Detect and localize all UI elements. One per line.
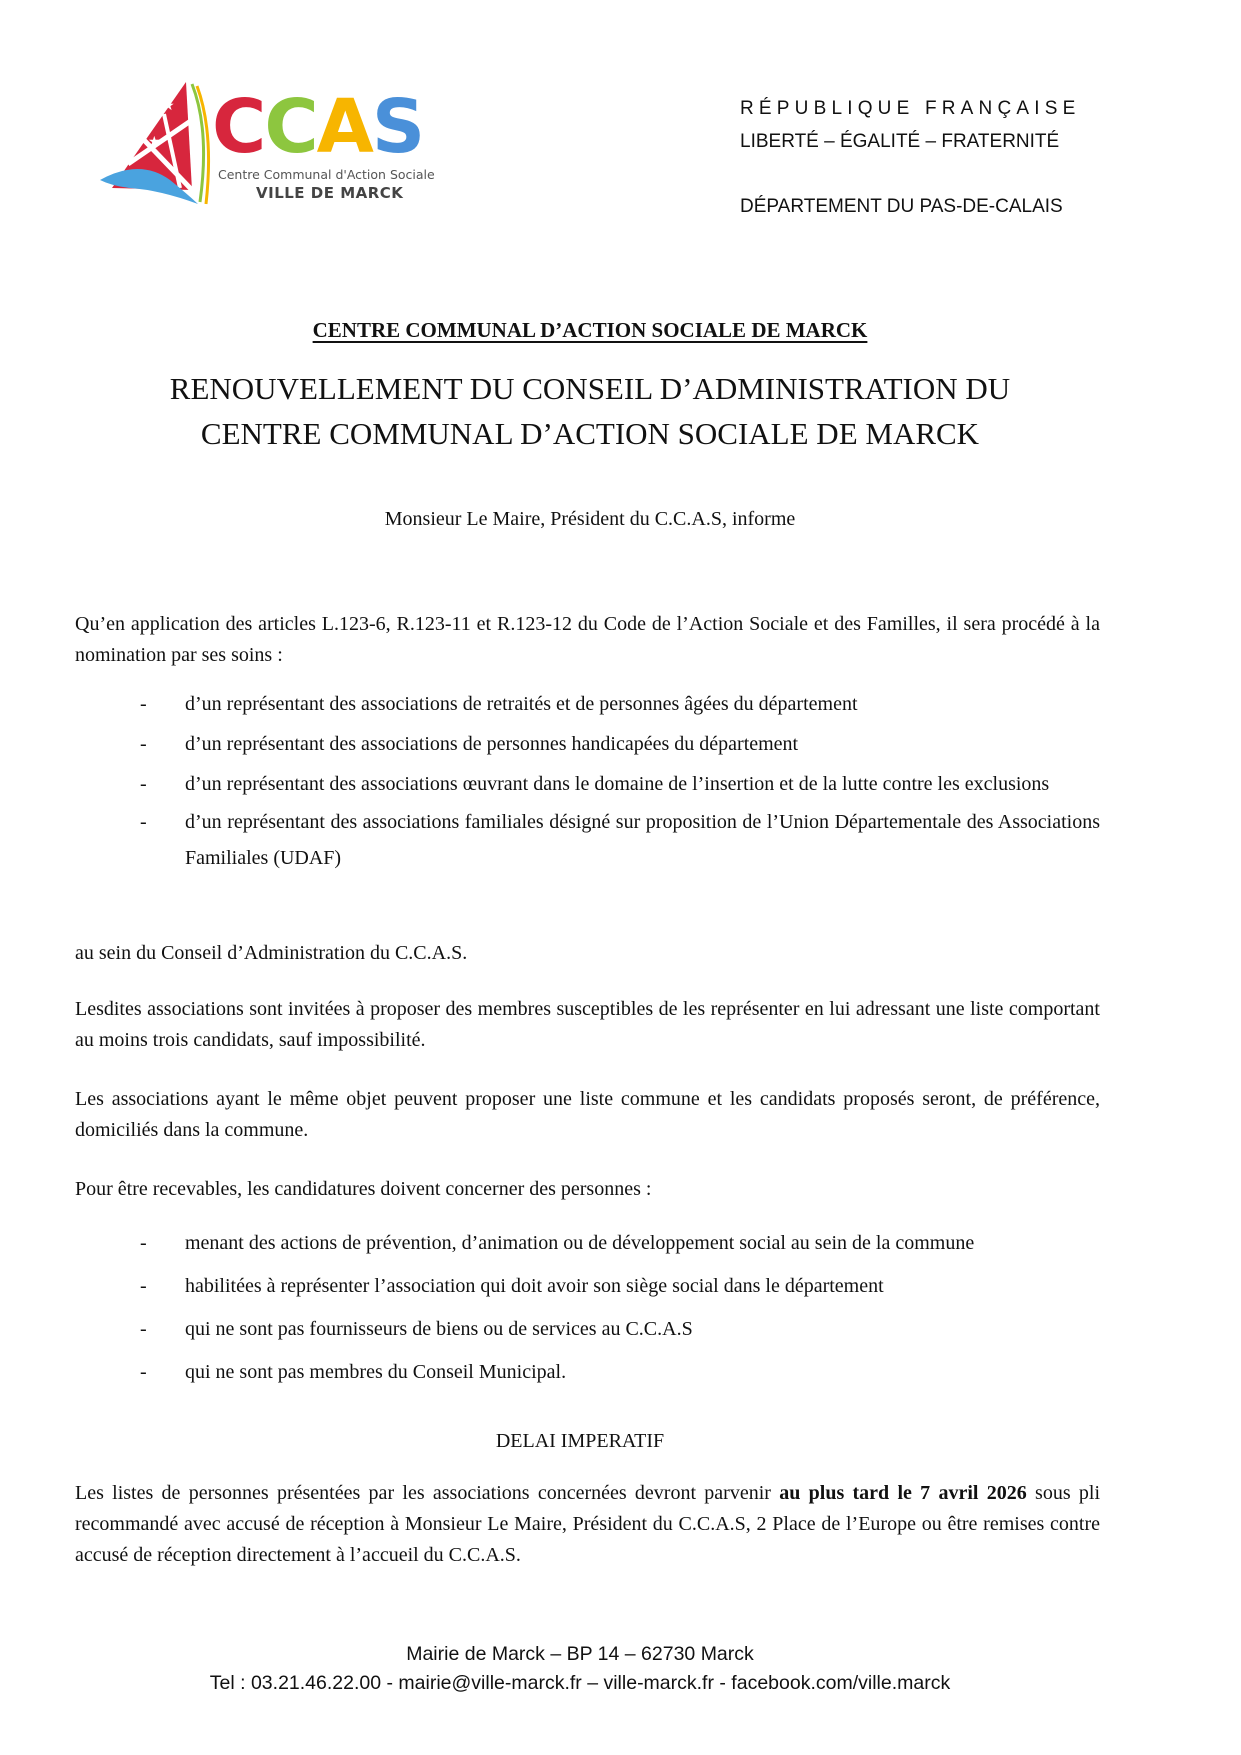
list-item-text: d’un représentant des associations œuvrant dans le domaine de l’insertion et de la lutte contre les exclusions xyxy=(185,773,1050,795)
deadline-text: Les listes de personnes présentées par les associations concernées devront parvenir xyxy=(75,1482,780,1504)
main-title-line: RENOUVELLEMENT DU CONSEIL D’ADMINISTRATION DU xyxy=(169,371,1011,406)
list-item-text: habilitées à représenter l’association qui doit avoir son siège social dans le département xyxy=(185,1275,884,1297)
logo-letter: C xyxy=(264,84,317,170)
bullet-dash: - xyxy=(140,1232,147,1254)
list-item xyxy=(140,1265,1100,1308)
paragraph-eligibility: Pour être recevables, les candidatures doivent concerner des personnes : xyxy=(75,1178,652,1200)
intro-line: Monsieur Le Maire, Président du C.C.A.S, informe xyxy=(384,508,796,530)
list-item xyxy=(140,684,1100,724)
organization-title: CENTRE COMMUNAL D’ACTION SOCIALE DE MARCK xyxy=(312,318,868,342)
bullet-dash: - xyxy=(140,773,147,795)
deadline-heading: DELAI IMPERATIF xyxy=(495,1430,665,1452)
footer xyxy=(0,1640,1160,1698)
paragraph-within-board: au sein du Conseil d’Administration du C.C.A.S. xyxy=(75,942,468,964)
list-item-text: menant des actions de prévention, d’animation ou de développement social au sein de la commune xyxy=(185,1232,975,1254)
list-item xyxy=(140,724,1100,764)
deadline-text: sous pli recommandé avec accusé de réception à Monsieur Le Maire, Président du C.C.A.S, 2 Place de l’Europe ou être remises contre accusé de réception directement à l’accueil du C.C.A.S. xyxy=(75,1482,1100,1566)
deadline-date: au plus tard le 7 avril 2026 xyxy=(779,1482,1027,1504)
ccas-logo xyxy=(100,80,440,210)
svg-text:★: ★ xyxy=(148,134,161,150)
logo-letter: S xyxy=(371,84,424,170)
motto: LIBERTÉ – ÉGALITÉ – FRATERNITÉ xyxy=(740,131,1060,152)
main-title xyxy=(0,366,1180,456)
paragraph-legal-basis: Qu’en application des articles L.123-6, R.123-11 et R.123-12 du Code de l’Action Sociale et des Familles, il sera procédé à la nomination par ses soins : xyxy=(75,613,1100,666)
bullet-dash: - xyxy=(140,1275,147,1297)
logo-letter: C xyxy=(212,84,265,170)
logo-city: VILLE DE MARCK xyxy=(256,184,404,202)
paragraph-deadline xyxy=(75,1478,1100,1571)
list-item-text: d’un représentant des associations de retraités et de personnes âgées du département xyxy=(185,693,858,715)
bullet-dash: - xyxy=(140,1318,147,1340)
list-item-text: qui ne sont pas membres du Conseil Municipal. xyxy=(185,1361,567,1383)
republic-heading: RÉPUBLIQUE FRANÇAISE xyxy=(740,98,1081,119)
list-item-text: d’un représentant des associations de personnes handicapées du département xyxy=(185,733,799,755)
nominations-list xyxy=(140,684,1100,876)
main-title-line: CENTRE COMMUNAL D’ACTION SOCIALE DE MARCK xyxy=(200,416,980,451)
list-item xyxy=(140,1351,1100,1394)
department-heading: DÉPARTEMENT DU PAS-DE-CALAIS xyxy=(740,196,1063,217)
criteria-list xyxy=(140,1222,1100,1394)
footer-address: Mairie de Marck – BP 14 – 62730 Marck xyxy=(406,1643,754,1665)
list-item xyxy=(140,1308,1100,1351)
logo-subtitle: Centre Communal d'Action Sociale xyxy=(218,167,435,182)
bullet-dash: - xyxy=(140,693,147,715)
bullet-dash: - xyxy=(140,733,147,755)
svg-text:★: ★ xyxy=(162,98,175,114)
bullet-dash: - xyxy=(140,1361,147,1383)
list-item-text: d’un représentant des associations familiales désigné sur proposition de l’Union Départementale des Associations Familiales (UDAF) xyxy=(185,811,1100,869)
list-item xyxy=(140,766,1100,802)
list-item-text: qui ne sont pas fournisseurs de biens ou de services au C.C.A.S xyxy=(185,1318,693,1340)
paragraph-invitation: Lesdites associations sont invitées à proposer des membres susceptibles de les représenter en lui adressant une liste comportant au moins trois candidats, sauf impossibilité. xyxy=(75,998,1100,1051)
sailboat-icon xyxy=(100,80,212,210)
list-item xyxy=(140,1222,1100,1265)
ccas-wordmark xyxy=(212,84,424,170)
paragraph-common-list: Les associations ayant le même objet peuvent proposer une liste commune et les candidats proposés seront, de préférence, domiciliés dans la commune. xyxy=(75,1088,1100,1141)
logo-letter: A xyxy=(316,84,372,170)
footer-contact: Tel : 03.21.46.22.00 - mairie@ville-marck.fr – ville-marck.fr - facebook.com/ville.marck xyxy=(209,1672,951,1694)
list-item xyxy=(140,804,1100,876)
bullet-dash: - xyxy=(140,811,147,833)
